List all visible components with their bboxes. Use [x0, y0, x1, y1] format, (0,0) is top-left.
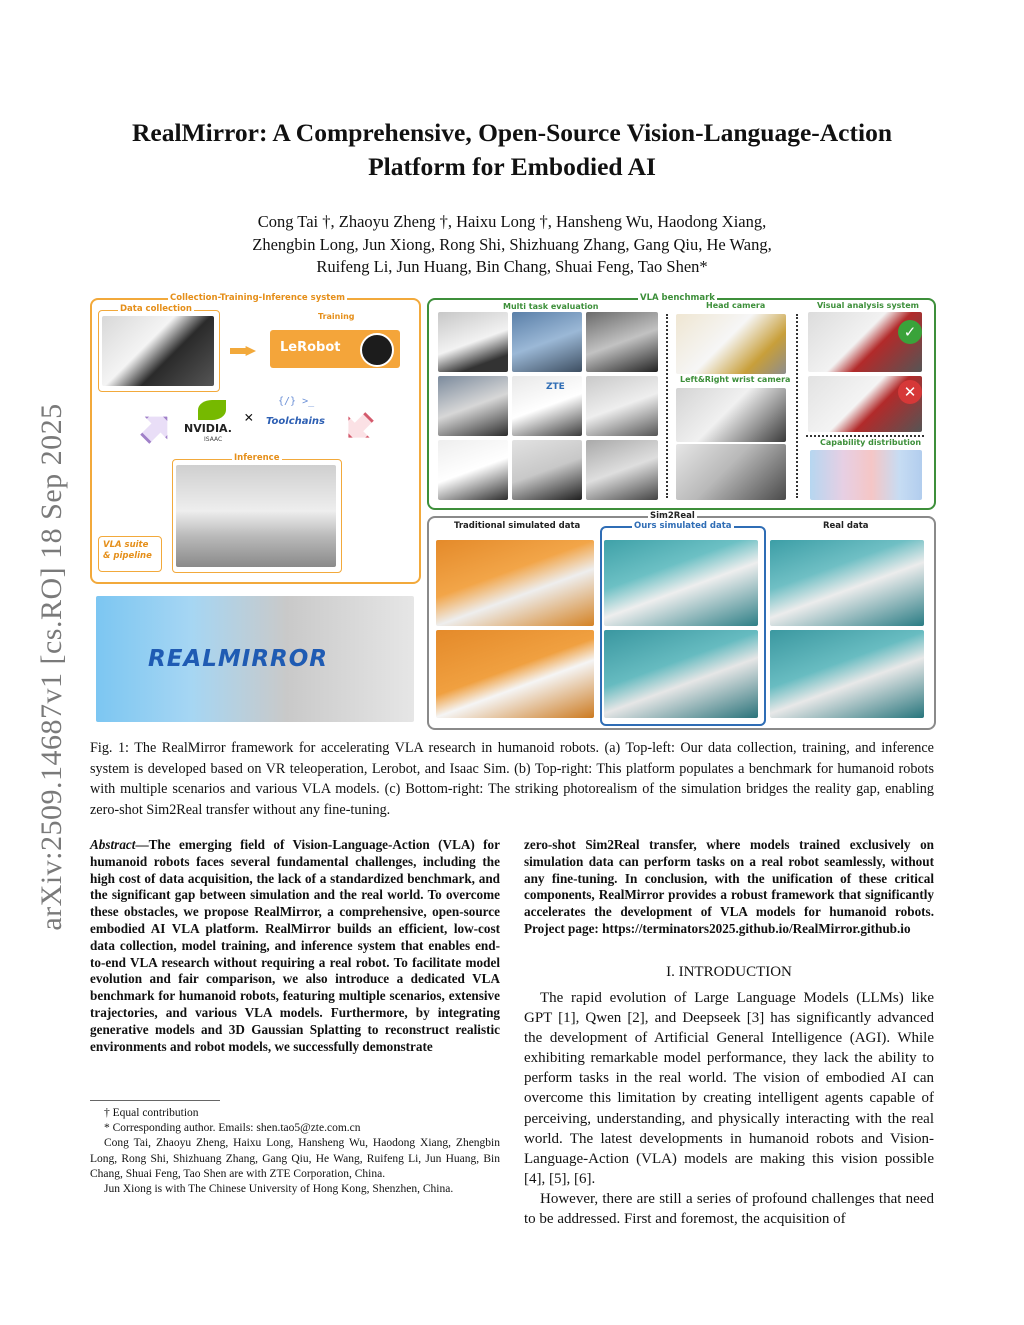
abstract-left-column	[90, 837, 500, 1055]
task-photo-5	[512, 376, 582, 436]
traditional-sim-photo-top	[436, 540, 594, 626]
real-photo-top	[770, 540, 924, 626]
vla-benchmark-title: VLA benchmark	[640, 293, 715, 303]
footnote-corresponding-author: * Corresponding author. Emails: shen.tao5@zte.com.cn	[104, 1122, 361, 1135]
arxiv-id-text: arXiv:2509.14687v1 [cs.RO] 18 Sep 2025	[35, 403, 68, 931]
footnote-rule	[90, 1100, 220, 1101]
head-camera-label: Head camera	[706, 301, 766, 310]
head-camera-photo	[676, 314, 786, 374]
training-label: Training	[318, 312, 355, 321]
authors-line-1: Cong Tai †, Zhaoyu Zheng †, Haixu Long †, Hansheng Wu, Haodong Xiang,	[257, 212, 767, 231]
lerobot-logo-text: LeRobot	[280, 340, 341, 355]
arxiv-identifier	[22, 372, 82, 962]
task-photo-4	[438, 376, 508, 436]
cross-icon: ✕	[898, 380, 922, 404]
divider-dotted-1	[666, 314, 668, 498]
task-photo-9	[586, 440, 658, 500]
real-label: Real data	[823, 521, 869, 531]
vla-suite-badge	[98, 536, 162, 572]
figure-caption: Fig. 1: The RealMirror framework for accelerating VLA research in humanoid robots. (a) Top-left: Our data collection, training, and inference system is developed based on VR teleoperation, Lerobot, and Isaac Sim. (b) Top-right: This platform populates a benchmark for humanoid robots with multiple scenarios and various VLA models. (c) Bottom-right: The striking photorealism of the simulation bridges the reality gap, enabling zero-shot Sim2Real transfer without any fine-tuning.	[90, 740, 934, 818]
data-collection-label: Data collection	[120, 304, 192, 314]
title-line-2: Platform for Embodied AI	[368, 152, 656, 181]
capability-heatmap	[810, 450, 922, 500]
title-line-1: RealMirror: A Comprehensive, Open-Source Vision-Language-Action	[131, 118, 893, 147]
nvidia-logo	[184, 400, 244, 446]
capability-divider	[806, 435, 924, 437]
author-list	[120, 211, 904, 279]
visual-analysis-label: Visual analysis system	[817, 301, 919, 310]
task-photo-7	[438, 440, 508, 500]
task-photo-1	[438, 312, 508, 372]
toolchains-logo	[262, 396, 338, 436]
robot-mascot-icon	[360, 333, 394, 367]
authors-line-2: Zhengbin Long, Jun Xiong, Rong Shi, Shizhuang Zhang, Gang Qiu, He Wang,	[252, 234, 772, 254]
multi-task-label: Multi task evaluation	[503, 302, 599, 311]
footnote-equal-contribution: † Equal contribution	[104, 1107, 199, 1119]
real-photo-bottom	[770, 630, 924, 718]
times-symbol: ×	[244, 408, 254, 427]
intro-paragraph-2: However, there are still a series of profound challenges that need to be addressed. First and foremost, the acquisition of	[524, 1190, 934, 1228]
realmirror-wordmark: REALMIRROR	[148, 646, 329, 672]
capability-label: Capability distribution	[820, 438, 922, 447]
paper-title	[90, 116, 934, 184]
lerobot-logo	[270, 330, 400, 368]
wrist-camera-photo-right	[676, 444, 786, 500]
figure-1	[90, 292, 934, 728]
introduction-heading: I. INTRODUCTION	[666, 964, 792, 980]
traditional-sim-photo-bottom	[436, 630, 594, 718]
footnote-affiliation-zte: Cong Tai, Zhaoyu Zheng, Haixu Long, Hansheng Wu, Haodong Xiang, Zhengbin Long, Rong Shi, Shizhuang Zhang, Gang Qiu, He Wang, Ruifeng Li, Jun Huang, Bin Chang, Shuai Feng, Tao Shen are with ZTE Corporation, China.	[90, 1137, 500, 1180]
toolchains-wordmark: Toolchains	[266, 416, 325, 427]
sim2real-title: Sim2Real	[650, 511, 695, 521]
intro-paragraph-1: The rapid evolution of Large Language Models (LLMs) like GPT [1], Qwen [2], and Deepseek [3] has significantly advanced the development of Artificial General Intelligence (AGI). While exhibiting remarkable model performance, they lack the ability to perform tasks in the real world. The vision of embodied AI can overcome this limitation by creating intelligent agents capable of perceiving, understanding, and physically interacting with the real world. The latest developments in humanoid robots and Vision-Language-Action (VLA) models are making this vision possible [4], [5], [6].	[524, 990, 934, 1187]
code-icon: {/} >_	[278, 396, 315, 407]
authors-line-3: Ruifeng Li, Jun Huang, Bin Chang, Shuai Feng, Tao Shen*	[316, 257, 708, 276]
ours-sim-photo-bottom	[604, 630, 758, 718]
abstract-label: Abstract	[90, 837, 136, 852]
footnote-affiliation-cuhk: Jun Xiong is with The Chinese University of Hong Kong, Shenzhen, China.	[104, 1183, 454, 1196]
divider-dotted-2	[796, 314, 798, 498]
task-photo-3	[586, 312, 658, 372]
introduction-body	[524, 988, 934, 1229]
isaac-wordmark: ISAAC	[204, 436, 223, 443]
ours-label: Ours simulated data	[634, 521, 732, 531]
wrist-camera-label: Left&Right wrist camera	[680, 375, 791, 384]
wrist-camera-photo-left	[676, 388, 786, 442]
vla-suite-text: VLA suite & pipeline	[103, 540, 152, 561]
vr-teleoperation-photo	[102, 316, 214, 386]
traditional-label: Traditional simulated data	[454, 521, 581, 531]
task-photo-6	[586, 376, 658, 436]
inference-sim-photo	[176, 465, 336, 567]
inference-label: Inference	[234, 453, 280, 463]
left-panel-title: Collection-Training-Inference system	[170, 293, 345, 303]
task-photo-8	[512, 440, 582, 500]
ours-sim-photo-top	[604, 540, 758, 626]
check-icon: ✓	[898, 320, 922, 344]
task-photo-2	[512, 312, 582, 372]
abstract-text: The emerging field of Vision-Language-Action (VLA) for humanoid robots faces several fundamental challenges, including the high cost of data acquisition, the lack of a standardized benchmark, and the significant gap between simulation and the real world. To overcome these obstacles, we propose RealMirror, a comprehensive, open-source embodied AI VLA platform. RealMirror builds an efficient, low-cost data collection, model training, and inference system that enables end-to-end VLA research without requiring a real robot. To facilitate model evolution and fair comparison, we also introduce a dedicated VLA benchmark for humanoid robots, featuring multiple scenarios, extensive trajectories, and various VLA models. Furthermore, by integrating generative models and 3D Gaussian Splatting to reconstruct realistic environments and robot models, we successfully demonstrate	[90, 837, 500, 1054]
footnotes	[90, 1106, 500, 1197]
abstract-right-column: zero-shot Sim2Real transfer, where models trained exclusively on simulation data can perform tasks on a real robot seamlessly, without any fine-tuning. In conclusion, with the unification of these critical components, RealMirror provides a robust framework that significantly accelerates the development of VLA models for humanoid robots. Project page: https://terminators2025.github.io/RealMirror.github.io	[524, 837, 934, 936]
zte-logo: ZTE	[546, 382, 565, 392]
nvidia-wordmark: NVIDIA.	[184, 422, 232, 435]
nvidia-eye-icon	[198, 400, 226, 420]
abstract-dash: —	[135, 837, 149, 852]
